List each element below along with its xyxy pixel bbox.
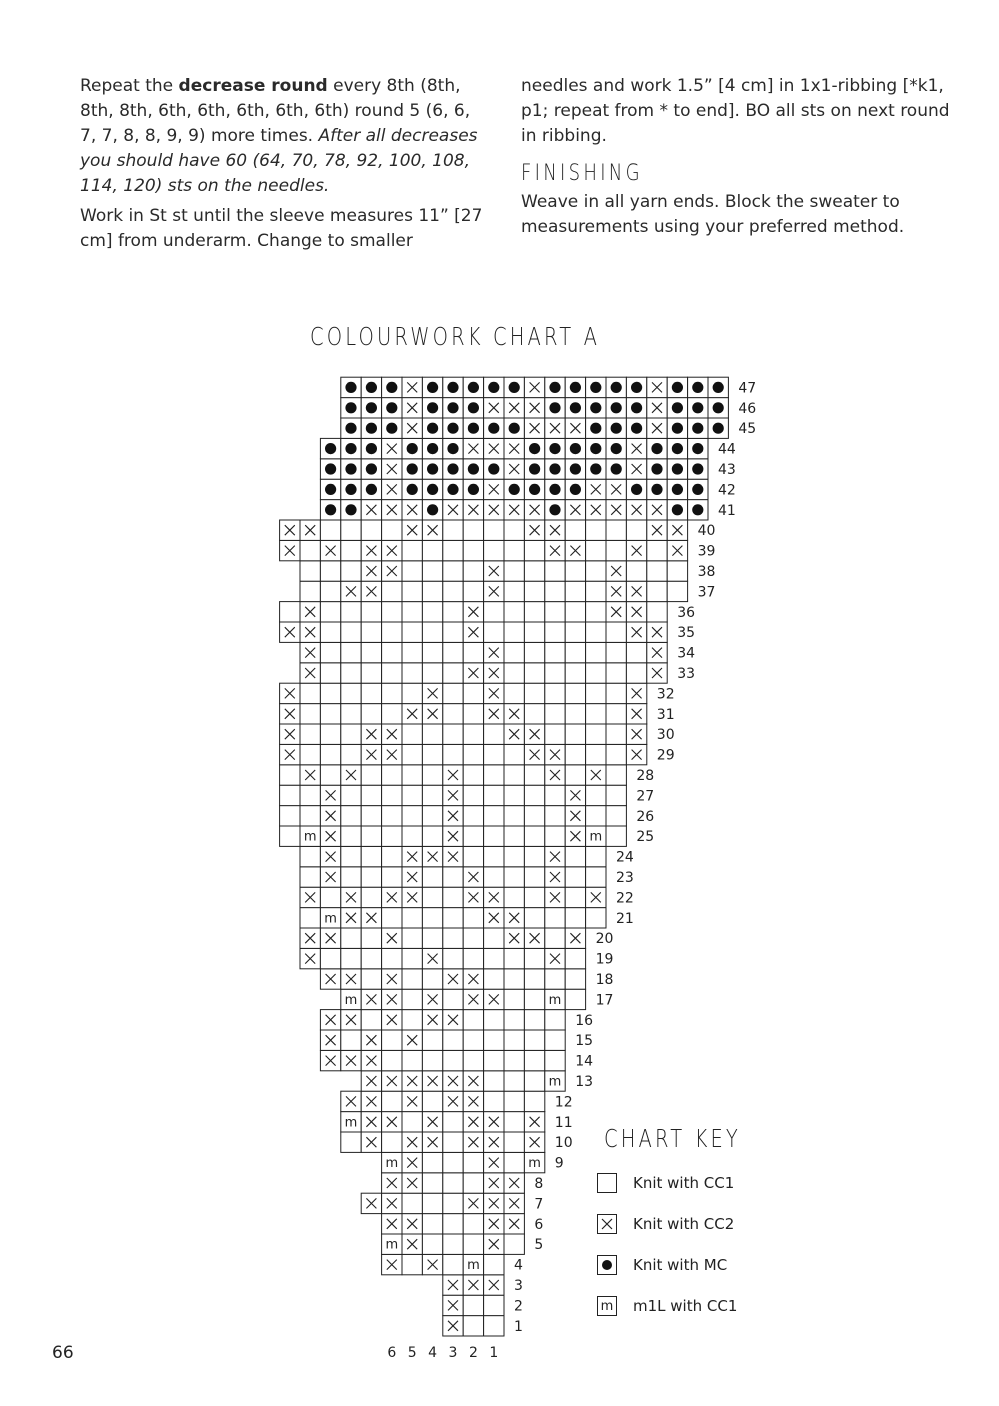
row-number-label: 41: [718, 502, 736, 519]
chart-row: [280, 826, 655, 846]
chart-row: [382, 1254, 523, 1274]
row-number-label: 14: [575, 1053, 594, 1070]
dot-icon: [325, 463, 336, 474]
row-number-label: 31: [656, 706, 675, 723]
dot-icon: [611, 423, 622, 434]
m-symbol-icon: m: [324, 911, 337, 927]
dot-icon: [366, 463, 377, 474]
finishing-heading: FINISHING: [521, 161, 643, 186]
row-number-label: 39: [697, 543, 716, 560]
dot-icon: [590, 463, 601, 474]
row-number-label: 36: [677, 604, 696, 621]
dot-icon: [468, 423, 479, 434]
chart-title: COLOURWORK CHART A: [310, 322, 601, 351]
m-symbol-icon: m: [385, 1237, 399, 1253]
dot-icon: [631, 423, 642, 434]
dot-icon: [366, 484, 377, 495]
dot-icon: [713, 402, 724, 413]
dot-icon: [427, 463, 438, 474]
row-number-label: 5: [534, 1237, 544, 1254]
dot-icon: [427, 382, 438, 393]
row-number-label: 46: [738, 400, 757, 417]
dot-icon: [447, 402, 458, 413]
dot-icon: [447, 423, 458, 434]
chart-row: [280, 744, 675, 764]
dot-icon: [366, 402, 377, 413]
chart-row: [361, 1071, 593, 1091]
row-number-label: 6: [534, 1216, 544, 1233]
dot-icon: [386, 402, 397, 413]
m-symbol-icon: m: [344, 1115, 358, 1131]
row-number-label: 42: [718, 482, 736, 499]
dot-icon: [386, 423, 397, 434]
dot-icon: [407, 443, 418, 454]
dot-icon: [386, 382, 397, 393]
m-symbol-icon: m: [467, 1258, 480, 1274]
chart-row: [361, 1193, 543, 1213]
dot-icon: [590, 423, 601, 434]
row-number-label: 16: [575, 1012, 594, 1029]
row-number-label: 17: [595, 992, 614, 1009]
chart-row: [300, 908, 634, 928]
chart-row: [280, 704, 675, 724]
dot-icon: [447, 484, 458, 495]
row-number-label: 10: [554, 1135, 573, 1152]
dot-icon: [549, 484, 560, 495]
row-number-label: 32: [656, 686, 675, 703]
row-number-label: 25: [636, 829, 655, 846]
dot-icon: [611, 382, 622, 393]
chart-row: [280, 724, 675, 744]
dot-icon: [713, 382, 724, 393]
key-label: Knit with MC: [633, 1256, 728, 1274]
dot-icon: [366, 382, 377, 393]
dot-icon: [672, 504, 683, 515]
dot-icon: [651, 484, 662, 495]
dot-icon: [692, 463, 703, 474]
row-number-label: 47: [738, 380, 757, 397]
dot-icon: [488, 382, 499, 393]
chart-row: [320, 500, 735, 520]
chart-row: [300, 846, 634, 866]
row-number-label: 7: [534, 1196, 544, 1213]
dot-icon: [611, 463, 622, 474]
dot-icon: [345, 382, 356, 393]
dot-icon: [468, 463, 479, 474]
chart-row: [300, 887, 634, 907]
row-number-label: 1: [514, 1318, 523, 1335]
column-number-label: 5: [407, 1345, 417, 1361]
row-number-label: 35: [677, 625, 696, 642]
dot-icon: [488, 423, 499, 434]
page-number: 66: [52, 1343, 74, 1363]
row-number-label: 37: [697, 584, 716, 601]
row-number-label: 11: [554, 1114, 573, 1131]
chart-row: [280, 806, 655, 826]
empty-square-icon: [597, 1173, 617, 1193]
sleeve-length-paragraph: Work in St st until the sleeve measures 11” [27 cm] from underarm. Change to smaller: [80, 206, 483, 251]
chart-row: [320, 969, 613, 989]
chart-row: [341, 1132, 573, 1152]
dot-icon: [345, 443, 356, 454]
dot-icon: [366, 423, 377, 434]
row-number-label: 8: [534, 1176, 544, 1192]
chart-row: [320, 438, 736, 458]
row-number-label: 19: [595, 951, 614, 968]
row-number-label: 29: [656, 747, 675, 764]
row-number-label: 13: [575, 1074, 594, 1090]
m-symbol-icon: m: [385, 1156, 399, 1172]
chart-row: [320, 1050, 593, 1070]
dot-icon: [651, 443, 662, 454]
row-number-label: 4: [514, 1257, 523, 1274]
m-symbol-icon: m: [548, 992, 562, 1008]
chart-row: [320, 1010, 593, 1030]
dot-icon: [345, 402, 356, 413]
row-number-label: 33: [677, 666, 696, 682]
chart-row: [443, 1295, 523, 1315]
key-item-mc: [597, 1253, 727, 1277]
dot-icon: [529, 443, 540, 454]
dot-icon: [631, 484, 642, 495]
chart-row: [280, 520, 716, 540]
dot-icon: [549, 402, 560, 413]
dot-icon: [427, 402, 438, 413]
cross-icon: [597, 1214, 617, 1234]
dot-icon: [529, 463, 540, 474]
dot-icon: [692, 423, 703, 434]
row-number-label: 22: [616, 890, 634, 907]
dot-icon: [447, 463, 458, 474]
dot-icon: [345, 484, 356, 495]
dot-icon: [549, 382, 560, 393]
dot-icon: [509, 382, 520, 393]
m-symbol-icon: m: [344, 992, 358, 1008]
row-number-label: 44: [718, 441, 736, 458]
chart-row: [300, 663, 695, 683]
dot-icon: [672, 423, 683, 434]
chart-row: [300, 561, 715, 581]
row-number-label: 21: [616, 910, 634, 927]
chart-row: [280, 540, 716, 560]
column-number-label: 4: [428, 1345, 438, 1361]
row-number-label: 26: [636, 808, 655, 825]
m-symbol-icon: m: [589, 829, 603, 845]
dot-icon: [407, 484, 418, 495]
sleeve-decrease-paragraph: Repeat the decrease round every 8th (8th, 8th, 8th, 6th, 6th, 6th, 6th, 6th) round 5 (6, 6, 7, 7, 8, 8, 9, 9) more times. After all decreases you should have 60 (64, 70, 78, 92, 100, 108, 114, 120) sts on the needles.: [80, 76, 478, 196]
dot-icon: [549, 443, 560, 454]
row-number-label: 2: [514, 1298, 523, 1315]
key-item-m1l: [597, 1294, 737, 1318]
m-symbol-icon: m: [303, 829, 317, 845]
dot-icon: [651, 463, 662, 474]
finishing-paragraph: Weave in all yarn ends. Block the sweater to measurements using your preferred method.: [521, 192, 905, 237]
dot-icon: [366, 443, 377, 454]
row-number-label: 40: [697, 523, 716, 540]
chart-row: [280, 785, 655, 805]
dot-icon: [549, 504, 560, 515]
row-number-label: 23: [616, 870, 634, 886]
dot-icon: [570, 382, 581, 393]
dot-icon: [427, 423, 438, 434]
key-label: Knit with CC2: [633, 1215, 735, 1233]
chart-row: [341, 377, 756, 397]
dot-icon: [447, 443, 458, 454]
chart-row: [341, 1112, 573, 1132]
chart-key-title: CHART KEY: [604, 1124, 741, 1153]
chart-row: [300, 581, 715, 601]
chart-row: [300, 948, 613, 968]
m-symbol-icon: m: [528, 1156, 541, 1172]
row-number-label: 34: [677, 645, 696, 662]
column-number-label: 1: [489, 1345, 499, 1361]
column-number-label: 2: [468, 1345, 478, 1361]
chart-row: [443, 1316, 523, 1336]
dot-icon: [570, 402, 581, 413]
row-number-label: 38: [697, 564, 716, 580]
dot-icon: [325, 443, 336, 454]
chart-row: [280, 602, 696, 622]
chart-row: [382, 1214, 544, 1234]
dot-icon: [590, 382, 601, 393]
dot-icon: [447, 382, 458, 393]
chart-row: [300, 867, 634, 887]
chart-row: [341, 418, 756, 438]
dot-icon: [672, 484, 683, 495]
dot-icon: [549, 463, 560, 474]
dot-icon: [672, 443, 683, 454]
key-label: m1L with CC1: [633, 1297, 738, 1315]
dot-icon: [407, 463, 418, 474]
row-number-label: 43: [718, 462, 736, 478]
chart-row: [341, 398, 757, 418]
chart-row: [320, 1030, 593, 1050]
row-number-label: 12: [554, 1094, 573, 1111]
dot-icon: [427, 484, 438, 495]
chart-row: [300, 642, 695, 662]
key-item-cc1: [597, 1171, 734, 1195]
dot-icon: [427, 443, 438, 454]
dot-icon: [427, 504, 438, 515]
dot-icon: [570, 484, 581, 495]
dot-icon: [529, 484, 540, 495]
row-number-label: 9: [554, 1155, 564, 1172]
dot-icon: [345, 423, 356, 434]
chart-row: [280, 765, 655, 785]
m-symbol-icon: m: [597, 1296, 617, 1316]
column-number-label: 6: [387, 1345, 397, 1361]
chart-row: [382, 1234, 544, 1254]
dot-icon: [345, 504, 356, 515]
dot-icon: [509, 484, 520, 495]
dot-icon: [631, 402, 642, 413]
dot-icon: [570, 463, 581, 474]
dot-icon: [590, 443, 601, 454]
chart-row: [280, 683, 675, 703]
row-number-label: 30: [656, 727, 675, 744]
ribbing-paragraph: needles and work 1.5” [4 cm] in 1x1-ribbing [*k1, p1; repeat from * to end]. BO all sts on next round in ribbing.: [521, 76, 950, 146]
dot-icon: [590, 402, 601, 413]
row-number-label: 45: [738, 421, 757, 438]
key-label: Knit with CC1: [633, 1174, 735, 1192]
dot-icon: [509, 423, 520, 434]
dot-icon: [468, 402, 479, 413]
dot-icon: [672, 382, 683, 393]
row-number-label: 18: [595, 972, 614, 988]
m-symbol-icon: m: [548, 1074, 562, 1090]
chart-row: [320, 479, 735, 499]
row-number-label: 24: [616, 849, 634, 866]
row-number-label: 3: [514, 1278, 523, 1294]
row-number-label: 28: [636, 768, 655, 784]
chart-row: [320, 459, 735, 479]
dot-icon: [325, 484, 336, 495]
dot-icon: [692, 402, 703, 413]
dot-icon: [713, 423, 724, 434]
dot-icon: [611, 443, 622, 454]
dot-icon: [631, 382, 642, 393]
column-number-label: 3: [448, 1345, 458, 1361]
dot-icon: [611, 402, 622, 413]
row-number-label: 20: [595, 931, 614, 948]
dot-icon: [325, 504, 336, 515]
dot-icon: [692, 504, 703, 515]
row-number-label: 15: [575, 1033, 594, 1050]
dot-icon: [597, 1255, 617, 1275]
dot-icon: [468, 484, 479, 495]
chart-row: [341, 1091, 573, 1111]
chart-row: [443, 1275, 523, 1295]
dot-icon: [345, 463, 356, 474]
dot-icon: [692, 443, 703, 454]
dot-icon: [672, 463, 683, 474]
key-item-cc2: [597, 1212, 734, 1236]
dot-icon: [570, 443, 581, 454]
dot-icon: [672, 402, 683, 413]
dot-icon: [692, 382, 703, 393]
chart-row: [382, 1173, 544, 1193]
chart-row: [300, 928, 613, 948]
chart-row: [341, 989, 614, 1009]
chart-row: [382, 1152, 564, 1172]
chart-row: [280, 622, 695, 642]
dot-icon: [468, 382, 479, 393]
dot-icon: [692, 484, 703, 495]
row-number-label: 27: [636, 788, 655, 805]
dot-icon: [488, 463, 499, 474]
